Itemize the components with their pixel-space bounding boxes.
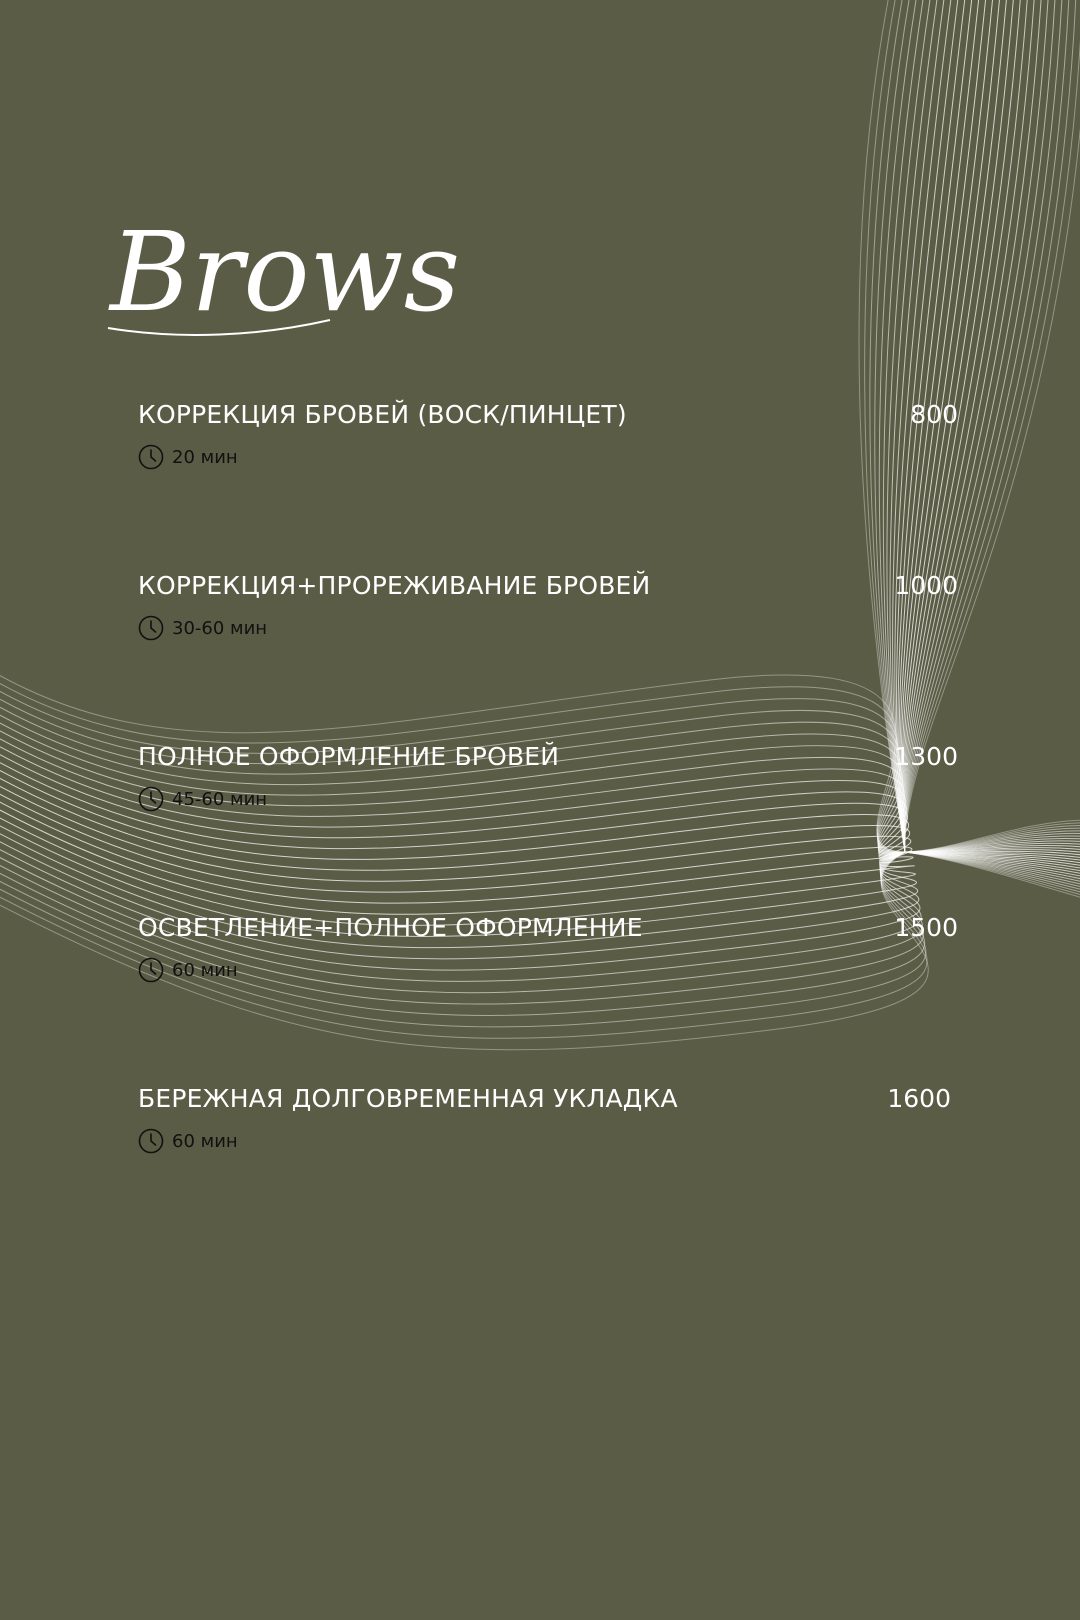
- page-title-text: Brows: [110, 208, 460, 336]
- duration-text: 45-60 мин: [172, 788, 268, 810]
- duration-text: 30-60 мин: [172, 617, 268, 639]
- service-price: 1300: [894, 742, 958, 771]
- duration-text: 60 мин: [172, 959, 238, 981]
- clock-icon: [138, 444, 164, 470]
- clock-icon: [138, 1128, 164, 1154]
- service-item: [138, 742, 958, 832]
- service-price: 800: [910, 400, 958, 429]
- service-duration: [138, 786, 267, 812]
- clock-icon: [138, 786, 164, 812]
- service-name: КОРРЕКЦИЯ БРОВЕЙ (ВОСК/ПИНЦЕТ): [138, 400, 627, 429]
- service-item: [138, 400, 958, 490]
- service-name: КОРРЕКЦИЯ+ПРОРЕЖИВАНИЕ БРОВЕЙ: [138, 571, 651, 600]
- service-price: 1600: [887, 1084, 951, 1113]
- service-name: ПОЛНОЕ ОФОРМЛЕНИЕ БРОВЕЙ: [138, 742, 560, 771]
- service-duration: [138, 615, 267, 641]
- service-name: ОСВЕТЛЕНИЕ+ПОЛНОЕ ОФОРМЛЕНИЕ: [138, 913, 643, 942]
- duration-text: 20 мин: [172, 446, 238, 468]
- service-price: 1500: [894, 913, 958, 942]
- service-duration: [138, 444, 238, 470]
- clock-icon: [138, 957, 164, 983]
- service-duration: [138, 957, 238, 983]
- service-price: 1000: [894, 571, 958, 600]
- service-item: [138, 913, 958, 1003]
- service-name: БЕРЕЖНАЯ ДОЛГОВРЕМЕННАЯ УКЛАДКА: [138, 1084, 678, 1113]
- duration-text: 60 мин: [172, 1130, 238, 1152]
- clock-icon: [138, 615, 164, 641]
- service-duration: [138, 1128, 238, 1154]
- service-item: [138, 571, 958, 661]
- service-item: [138, 1084, 958, 1174]
- page-title: [100, 150, 460, 350]
